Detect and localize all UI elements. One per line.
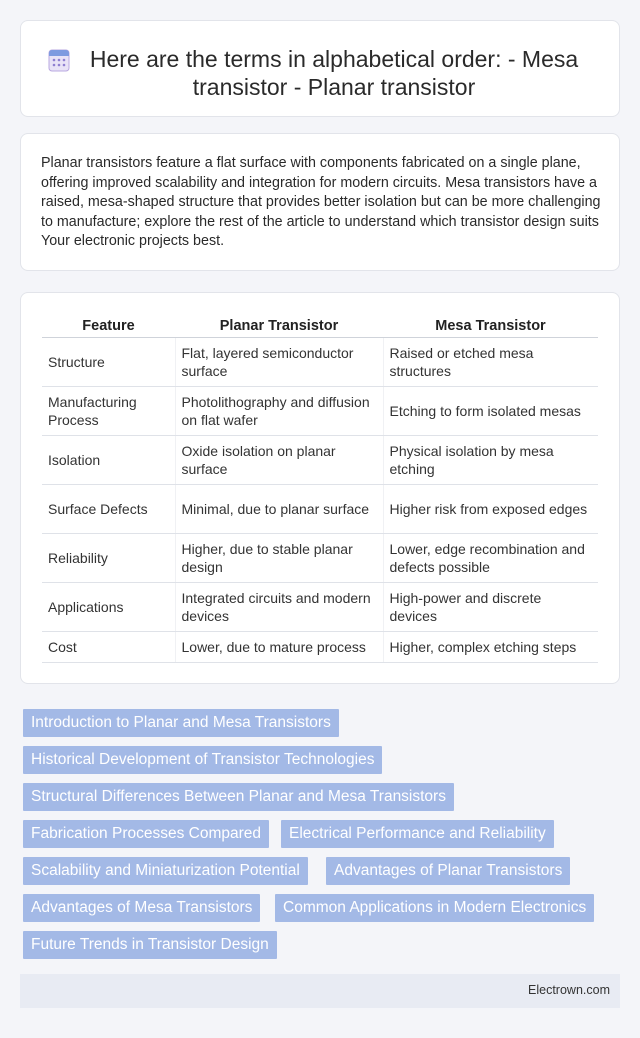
- table-cell: Applications: [42, 582, 175, 631]
- table-cell: Manufacturing Process: [42, 386, 175, 435]
- footer-site-name: Electrown.com: [528, 983, 610, 997]
- table-cell: Oxide isolation on planar surface: [175, 435, 383, 484]
- table-cell: Lower, due to mature process: [175, 631, 383, 662]
- table-header-planar: Planar Transistor: [175, 315, 383, 337]
- intro-card: [20, 133, 620, 271]
- topic-tag[interactable]: Future Trends in Transistor Design: [23, 931, 277, 959]
- topic-tag[interactable]: Historical Development of Transistor Technologies: [23, 746, 382, 774]
- table-header-feature: Feature: [42, 315, 175, 337]
- table-cell: Higher risk from exposed edges: [383, 484, 598, 533]
- intro-paragraph: Planar transistors feature a flat surface with components fabricated on a single plane, offering improved scalability and integration for modern circuits. Mesa transistors have a raised, mesa-shaped structure that provides better isolation but can be more challenging to manufacture; explore the rest of the article to understand which transistor design suits Your electronic projects best.: [41, 155, 601, 249]
- table-row: [42, 337, 598, 386]
- table-row: [42, 631, 598, 662]
- table-cell: Higher, due to stable planar design: [175, 533, 383, 582]
- title-card: [20, 20, 620, 117]
- table-cell: Etching to form isolated mesas: [383, 386, 598, 435]
- table-cell: Photolithography and diffusion on flat wafer: [175, 386, 383, 435]
- footer: [20, 974, 620, 1008]
- table-cell: Lower, edge recombination and defects possible: [383, 533, 598, 582]
- table-row: [42, 533, 598, 582]
- topic-tag[interactable]: Advantages of Planar Transistors: [326, 857, 570, 885]
- table-cell: Isolation: [42, 435, 175, 484]
- topic-tag[interactable]: Structural Differences Between Planar and Mesa Transistors: [23, 783, 454, 811]
- table-cell: Flat, layered semiconductor surface: [175, 337, 383, 386]
- table-cell: Higher, complex etching steps: [383, 631, 598, 662]
- comparison-table: [42, 315, 598, 663]
- table-cell: High-power and discrete devices: [383, 582, 598, 631]
- table-header-mesa: Mesa Transistor: [383, 315, 598, 337]
- table-cell: Raised or etched mesa structures: [383, 337, 598, 386]
- table-cell: Minimal, due to planar surface: [175, 484, 383, 533]
- table-row: [42, 484, 598, 533]
- table-cell: Integrated circuits and modern devices: [175, 582, 383, 631]
- table-cell: Physical isolation by mesa etching: [383, 435, 598, 484]
- topic-tag[interactable]: Fabrication Processes Compared: [23, 820, 269, 848]
- table-row: [42, 582, 598, 631]
- table-cell: Surface Defects: [42, 484, 175, 533]
- topic-tag[interactable]: Common Applications in Modern Electronics: [275, 894, 594, 922]
- table-row: [42, 386, 598, 435]
- page-title: Here are the terms in alphabetical order: - Mesa transistor - Planar transistor: [89, 46, 579, 100]
- topic-tag[interactable]: Advantages of Mesa Transistors: [23, 894, 260, 922]
- topic-tag[interactable]: Electrical Performance and Reliability: [281, 820, 554, 848]
- table-cell: Cost: [42, 631, 175, 662]
- comparison-table-card: [20, 292, 620, 684]
- table-cell: Reliability: [42, 533, 175, 582]
- topic-tag[interactable]: Scalability and Miniaturization Potential: [23, 857, 308, 885]
- table-cell: Structure: [42, 337, 175, 386]
- table-header-row: [42, 315, 598, 337]
- topic-tag[interactable]: Introduction to Planar and Mesa Transistors: [23, 709, 339, 737]
- table-row: [42, 435, 598, 484]
